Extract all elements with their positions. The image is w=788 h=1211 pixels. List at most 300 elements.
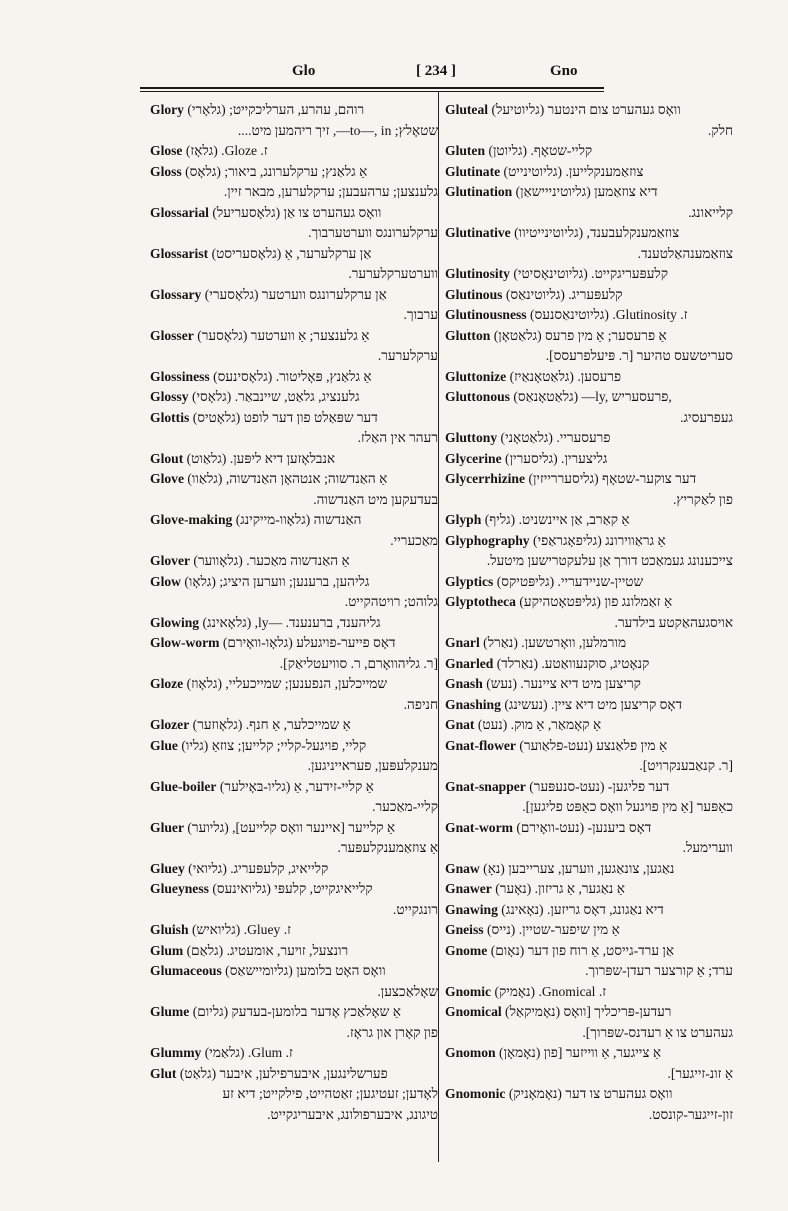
dictionary-entry	[150, 736, 440, 757]
definition-continuation: קליי-מאַכער.	[372, 799, 438, 814]
definition-continuation: [ר. גליהוואָרם, ר. סוויעטליאַק].	[279, 655, 438, 671]
headword: Gnat	[445, 717, 475, 732]
definition: דיא צוזאַמען	[594, 184, 658, 199]
dictionary-entry	[150, 387, 440, 408]
dictionary-entry	[445, 777, 735, 798]
dictionary-entry	[445, 920, 735, 941]
dictionary-entry	[445, 162, 735, 183]
definition-continuation: זון-זייגער-קונסט.	[648, 1106, 733, 1122]
definition: קלעפּעריג.	[568, 286, 623, 302]
definition: —ly, פרעסעריש,	[581, 389, 672, 404]
definition: ז. Gluey.	[243, 922, 291, 937]
headword: Gluteal	[445, 102, 489, 117]
definition: ז. Glum.	[247, 1045, 293, 1060]
definition-continuation: רעהר אין האַלז.	[357, 430, 438, 445]
dictionary-entry	[150, 244, 440, 265]
pronunciation: (גליואיש)	[191, 922, 241, 937]
dictionary-entry	[150, 572, 440, 593]
dictionary-entry	[445, 285, 735, 306]
headword: Gnomonic	[445, 1086, 506, 1101]
definition: דער פליגען-	[607, 778, 670, 794]
definition: אַן ערד-גייסט, אַ רוח פון דער	[527, 942, 675, 958]
pronunciation: (גליוטינייישאַן)	[515, 184, 591, 199]
definition: אַ שאָלאַכץ אָדער בלומען-בעדעק	[231, 1004, 401, 1019]
pronunciation: (גלאָסינעס)	[213, 368, 273, 384]
pronunciation: (גליום)	[192, 1004, 229, 1019]
dictionary-entry	[150, 633, 440, 654]
dictionary-entry	[150, 203, 440, 224]
headword: Glover	[150, 553, 191, 568]
dictionary-entry	[445, 264, 735, 285]
headword: Gloze	[150, 676, 184, 691]
definition: גלענציג, גלאַט, שיינבאַר.	[234, 389, 360, 404]
left-guide-word: Glo	[292, 63, 316, 79]
headword: Glossy	[150, 389, 189, 404]
dictionary-entry	[445, 695, 735, 716]
headword: Gluey	[150, 860, 185, 876]
definition-continuation: שטאָלץ; to—, in—, זיך ריהמען מיט....	[237, 122, 438, 138]
pronunciation: (נעש)	[486, 676, 517, 691]
definition: נאַגען, צונאַגען, ווערען, צערייבען	[508, 860, 675, 876]
headword: Gluttony	[445, 430, 498, 445]
definition: דער צוקער-שטאָף	[602, 471, 697, 486]
pronunciation: (נעט-פלאַוער)	[519, 737, 593, 753]
dictionary-entry	[445, 428, 735, 449]
pronunciation: (נעשינג)	[504, 696, 548, 712]
definition: קליי, פויגעל-קליי; קלייען; צוזאַ	[211, 737, 367, 753]
pronunciation: (נאָ)	[483, 860, 505, 876]
definition-continuation: גלענצען; ערהעבען; ערקלערען, מבאר זיין.	[223, 184, 438, 199]
headword: Gluttonize	[445, 368, 507, 384]
dictionary-entry	[150, 510, 440, 531]
pronunciation: (גליפּטאָטהיקע)	[519, 594, 601, 609]
pronunciation: (גלאָו)	[184, 573, 216, 589]
headword: Gluish	[150, 922, 189, 937]
dictionary-entry	[445, 531, 735, 552]
dictionary-entry	[150, 408, 440, 429]
pronunciation: (גליוטינייטיוו)	[514, 225, 584, 240]
headword: Glycerine	[445, 450, 502, 466]
dictionary-entry	[150, 326, 440, 347]
definition-continuation: אַ זונ-זייגער].	[667, 1065, 733, 1081]
headword: Glossiness	[150, 368, 210, 384]
headword: Gnome	[445, 942, 488, 958]
headword: Glowing	[150, 614, 200, 630]
headword: Glummy	[150, 1045, 202, 1060]
dictionary-entry	[150, 674, 440, 695]
dictionary-entry	[150, 141, 440, 162]
pronunciation: (נאָמאָניק)	[508, 1086, 562, 1101]
dictionary-entry	[150, 920, 440, 941]
pronunciation: (נאָום)	[490, 942, 525, 958]
headword: Gnat-flower	[445, 737, 516, 753]
definition: אַ קלייער [איינער וואָס קלייעט],	[232, 819, 396, 835]
definition-continuation: ווערטערקלערער.	[348, 266, 438, 281]
headword: Glout	[150, 450, 184, 466]
definition: קריצען מיט דיא ציינער.	[520, 676, 641, 691]
dictionary-entry	[150, 100, 440, 121]
definition: וואָס געהערט צו אַן	[283, 204, 382, 220]
pronunciation: (נאָמיקאַל)	[505, 1004, 561, 1019]
definition-continuation: ערקלערער.	[377, 348, 438, 363]
pronunciation: (גליואי)	[188, 860, 227, 876]
definition: גליצערין.	[561, 450, 608, 466]
definition: אַ קאָמאַר, אַ מוק.	[510, 717, 602, 732]
headword: Glove-making	[150, 512, 233, 527]
pronunciation: (גלאַט)	[179, 1065, 217, 1081]
pronunciation: (גלאָסעריסט)	[211, 245, 282, 261]
pronunciation: (גלאַטאָנאַיז)	[509, 368, 574, 384]
dictionary-entry	[445, 736, 735, 757]
headword: Gnaw	[445, 860, 480, 876]
page-header	[140, 63, 602, 85]
dictionary-entry	[445, 674, 735, 695]
definition-continuation: פון לאַקריץ.	[673, 491, 733, 507]
pronunciation: (גלאַטאָנאַס)	[513, 389, 579, 404]
definition: רונצעל, זויער, אומעטיג.	[226, 942, 349, 958]
pronunciation: (גלאָאינג)	[202, 614, 252, 630]
dictionary-entry	[150, 818, 440, 839]
definition-continuation: שאָלאַכצען.	[377, 983, 438, 999]
pronunciation: (גליוטינאַס)	[505, 286, 565, 302]
dictionary-entry	[445, 879, 735, 900]
dictionary-entry	[445, 326, 735, 347]
dictionary-entry	[445, 510, 735, 531]
pronunciation: (גליומיישאַס)	[225, 963, 293, 978]
dictionary-entry	[445, 387, 735, 408]
pronunciation: (גלאַטאָן)	[493, 327, 542, 343]
definition: צוזאַמענקלעבענד,	[586, 225, 680, 240]
definition: דער שפּאַלט פון דער לופט	[243, 409, 378, 425]
pronunciation: (גליוטינאַסנעס)	[530, 307, 609, 322]
dictionary-entry	[445, 141, 735, 162]
pronunciation: (נעט)	[477, 717, 508, 732]
headword: Glue	[150, 737, 178, 753]
definition: אַן ערקלערונגס ווערטער	[261, 286, 387, 302]
definition: שטיין-שניידעריי.	[557, 573, 644, 589]
definition: ז. Glutinosity.	[612, 307, 688, 322]
definition: ז. Gloze.	[221, 143, 268, 158]
definition: גליהען, ברענען; ווערען היציג;	[219, 573, 370, 589]
definition: אַ מין פלאַנצע	[596, 737, 668, 753]
dictionary-entry	[445, 100, 735, 121]
definition: דאָס קריצען מיט דיא ציין.	[551, 696, 683, 712]
dictionary-entry	[150, 613, 440, 634]
dictionary-entry	[150, 879, 440, 900]
definition-continuation: ערד; אַ קורצער רעדן-שפּרוך.	[585, 963, 733, 978]
definition: פרעסעריי.	[556, 430, 611, 445]
pronunciation: (גלאָטיס)	[192, 409, 241, 425]
headword: Glyptics	[445, 573, 494, 589]
dictionary-entry	[150, 367, 440, 388]
pronunciation: (נעט-סנעפּער)	[529, 778, 605, 794]
headword: Glory	[150, 102, 184, 117]
definition: דיא נאַגונג, דאָס גריזען.	[546, 901, 664, 917]
dictionary-entry	[150, 162, 440, 183]
pronunciation: (נאָער)	[495, 881, 532, 896]
definition-continuation: בעדעקען מיט האַנדשוה.	[313, 491, 438, 507]
dictionary-entry	[445, 654, 735, 675]
definition: אַן ערקלערער, אַ	[284, 245, 372, 261]
pronunciation: (גליו-בּאָילער)	[219, 778, 291, 794]
dictionary-entry	[150, 777, 440, 798]
pronunciation: (גליוטינייט)	[503, 163, 563, 179]
pronunciation: (גלאָוזער)	[192, 717, 243, 732]
dictionary-entry	[445, 182, 735, 203]
definition: פערשלינגען, איבערפילען, איבער	[219, 1065, 388, 1081]
definition: אַ האַנדשוה מאַכער.	[246, 553, 350, 568]
definition-continuation: ערקלערונגס ווערטערבוך.	[308, 225, 438, 240]
pronunciation: (גליוטן)	[488, 143, 528, 158]
pronunciation: (גליוטינאָסיטי)	[513, 266, 588, 281]
headword: Glottis	[150, 409, 190, 425]
definition: אַ מין שיפער-שטיין.	[518, 922, 620, 937]
pronunciation: (גליף)	[484, 512, 516, 527]
dictionary-entry	[445, 1084, 735, 1105]
headword: Gnashing	[445, 696, 501, 712]
pronunciation: (גלאָוו-מייקינג)	[235, 512, 311, 527]
dictionary-entry	[445, 859, 735, 880]
definition: ז. Gnomical.	[538, 983, 607, 999]
definition: אַ פרעסער; אַ מין פרעס	[545, 327, 667, 343]
dictionary-entry	[445, 818, 735, 839]
pronunciation: (גלאָרי)	[187, 102, 226, 117]
headword: Glume	[150, 1004, 190, 1019]
definition: פרעסען.	[577, 368, 622, 384]
dictionary-entry	[150, 715, 440, 736]
headword: Glosser	[150, 327, 194, 343]
dictionary-entry	[445, 305, 735, 326]
definition: אַ זאַמלונג פון	[604, 594, 673, 609]
pronunciation: (גליסעררייזין)	[528, 471, 599, 486]
pronunciation: (גלאָו-וואָירם)	[222, 635, 293, 650]
headword: Glutinative	[445, 225, 511, 240]
dictionary-entry	[445, 982, 735, 1003]
pronunciation: (גלאָסעריעל)	[212, 204, 281, 220]
definition-continuation: אַ צוזאַמענקלעפּער.	[337, 840, 438, 855]
pronunciation: (גליוער)	[187, 819, 229, 835]
pronunciation: (גליוטיעל)	[491, 102, 545, 117]
right-guide-word: Gno	[550, 63, 578, 79]
definition-continuation: [ר. קנאַבענקרויט].	[639, 758, 733, 773]
definition-continuation: קלייאונג.	[688, 204, 733, 220]
definition: אַ גלאַנץ; ערקלערונג, ביאור; (גלאָס)	[185, 163, 368, 179]
headword: Glow	[150, 573, 181, 589]
page-number: [ 234 ]	[416, 63, 456, 79]
definition-continuation: געהערט צו אַ רעדנס-שפּרוך].	[582, 1024, 733, 1040]
pronunciation: (גליפאָגראַפי)	[533, 532, 602, 548]
header-rule-thin	[140, 91, 604, 92]
pronunciation: (גליפּטיקס)	[496, 573, 555, 589]
definition: וואָס געהערט צום הינטער	[547, 102, 681, 117]
headword: Glutinousness	[445, 307, 527, 322]
dictionary-entry	[150, 469, 440, 490]
dictionary-entry	[150, 551, 440, 572]
headword: Gnomon	[445, 1045, 496, 1060]
definition: אַ צייגער, אַ ווייזער [פון	[543, 1045, 662, 1060]
pronunciation: (נאָמיק)	[494, 983, 536, 999]
definition-continuation: רונגקייט.	[392, 901, 438, 917]
definition: רוהם, עהרע, הערליכקייט;	[229, 102, 365, 117]
headword: Glyph	[445, 512, 482, 527]
headword: Gnomic	[445, 983, 492, 999]
headword: Glossarial	[150, 204, 209, 220]
definition-continuation: כאַפּער [אַ מין פויגעל וואָס כאַפּט פליגען].	[522, 799, 733, 814]
dictionary-entry	[445, 633, 735, 654]
headword: Glutination	[445, 184, 513, 199]
definition: אַ גלענצער; אַ ווערטער	[250, 327, 370, 343]
headword: Gnat-snapper	[445, 778, 526, 794]
dictionary-entry	[150, 859, 440, 880]
dictionary-entry	[150, 961, 440, 982]
headword: Gnawer	[445, 881, 492, 896]
definition: אַ האַנדשוה; אנטהאָן האַנדשוה,	[225, 471, 388, 486]
headword: Gluer	[150, 819, 184, 835]
definition: מורמלען, וואָרטשען.	[521, 635, 627, 650]
headword: Glumaceous	[150, 963, 222, 978]
dictionary-entry	[445, 572, 735, 593]
definition-continuation: געפרעסיג.	[680, 409, 733, 425]
definition: קלייאיגקייט, קלעפּי	[274, 881, 373, 896]
header-rule	[140, 87, 604, 89]
dictionary-entry	[445, 1043, 735, 1064]
definition: אַ גלאַנץ, פּאָליטור.	[275, 368, 372, 384]
definition: רעדען-פּריכליך [וואָס	[563, 1004, 672, 1019]
dictionary-entry	[445, 941, 735, 962]
definition-continuation: אויסגעהאַקטע בילדער.	[614, 614, 733, 630]
pronunciation: (נייס)	[486, 922, 516, 937]
definition-continuation: גלוהט; רויטהקייט.	[344, 594, 438, 609]
dictionary-entry	[445, 223, 735, 244]
definition: וואָס געהערט צו דער	[565, 1086, 673, 1101]
pronunciation: (גלאָוז)	[186, 676, 222, 691]
headword: Gnarl	[445, 635, 480, 650]
right-column	[445, 100, 735, 1125]
dictionary-entry	[445, 592, 735, 613]
definition-continuation: פון קאָרן און גראָז.	[346, 1024, 438, 1040]
headword: Gnat-worm	[445, 819, 513, 835]
headword: Gnash	[445, 676, 483, 691]
headword: Gluttonous	[445, 389, 510, 404]
definition: אַ שמייכלער, אַ חנף.	[245, 717, 351, 732]
definition-continuation: לאָדען; זעטיגען; זאַטהייט, פילקייט; דיא זע	[222, 1086, 438, 1101]
definition: אַ גראַווירונג	[605, 532, 666, 548]
pronunciation: (נאַרלד)	[496, 655, 538, 671]
pronunciation: (גלאַם)	[186, 942, 224, 958]
pronunciation: (גלאָווער)	[193, 553, 243, 568]
pronunciation: (גלאָסער)	[197, 327, 248, 343]
definition: אנבלאָזען דיא ליפּען.	[229, 450, 336, 466]
pronunciation: (נאָמאָן)	[499, 1045, 541, 1060]
definition: אַ נאַגער, אַ גריזון.	[534, 881, 625, 896]
dictionary-entry	[445, 715, 735, 736]
definition-continuation: ווערימעל.	[682, 840, 733, 855]
definition: צוזאַמענקלייען.	[565, 163, 644, 179]
dictionary-entry	[150, 941, 440, 962]
headword: Glutinosity	[445, 266, 510, 281]
headword: Glose	[150, 143, 183, 158]
pronunciation: (גליסערין)	[505, 450, 558, 466]
definition: דאָס ביענען-	[587, 819, 652, 835]
pronunciation: (נעט-וואָירם)	[516, 819, 585, 835]
pronunciation: (גלאָסערי)	[204, 286, 259, 302]
definition-continuation: צייכענונג געמאַכט דורך אַן עלעקטרישען מיטעל.	[486, 553, 733, 568]
dictionary-entry	[445, 1002, 735, 1023]
headword: Glycerrhizine	[445, 471, 526, 486]
definition-continuation: מענקלעפּען, פעראייניגען.	[307, 758, 438, 773]
definition: האַנדשוה	[313, 512, 362, 527]
headword: Gneiss	[445, 922, 484, 937]
dictionary-entry	[445, 449, 735, 470]
definition: דאָס פייער-פויגעלע	[296, 635, 396, 650]
definition-continuation: צוזאַמענהאַלטענד.	[637, 245, 733, 261]
headword: Gnomical	[445, 1004, 502, 1019]
pronunciation: (גלאַמי)	[204, 1045, 245, 1060]
pronunciation: (נאַרל)	[483, 635, 518, 650]
headword: Glut	[150, 1065, 177, 1081]
dictionary-entry	[445, 469, 735, 490]
dictionary-entry	[150, 449, 440, 470]
headword: Glutinous	[445, 286, 503, 302]
definition: קלייאיג, קלעפּעריג.	[230, 860, 329, 876]
headword: Gnawing	[445, 901, 498, 917]
pronunciation: (גלאָז)	[185, 143, 218, 158]
definition: אַ קליי-זידער, אַ	[293, 778, 374, 794]
pronunciation: (גליואינעס)	[212, 881, 271, 896]
headword: Gluten	[445, 143, 486, 158]
definition-continuation: חניפה.	[403, 696, 438, 712]
headword: Glum	[150, 942, 184, 958]
dictionary-entry	[150, 285, 440, 306]
headword: Glow-worm	[150, 635, 220, 650]
left-column	[150, 100, 440, 1125]
definition: שמייכלען, הנפענען; שמייכעליי,	[225, 676, 387, 691]
dictionary-entry	[150, 1043, 440, 1064]
definition: קנאָטיג, סוקנעוואַטע.	[541, 655, 650, 671]
headword: Glutton	[445, 327, 491, 343]
headword: Glue-boiler	[150, 778, 217, 794]
definition: אַ קאַרב, אַן איינשניט.	[518, 512, 630, 527]
pronunciation: (גליו)	[181, 737, 209, 753]
dictionary-entry	[150, 1064, 440, 1085]
definition-continuation: מאַכעריי.	[390, 532, 438, 548]
dictionary-entry	[445, 900, 735, 921]
definition-continuation: טיגונג, איבערפולונג, איבעריגקייט.	[267, 1106, 438, 1122]
pronunciation: (גלאַוט)	[186, 450, 227, 466]
definition-continuation: סעריטשעס טהיער [ר. פּיעלפרעסס].	[545, 348, 733, 363]
dictionary-entry	[445, 367, 735, 388]
headword: Glossary	[150, 286, 202, 302]
pronunciation: (גלאַוו)	[187, 471, 223, 486]
definition: קליי-שטאָף.	[530, 143, 593, 158]
headword: Gloss	[150, 163, 182, 179]
headword: Glossarist	[150, 245, 209, 261]
headword: Glyphography	[445, 532, 530, 548]
headword: Glove	[150, 471, 184, 486]
definition-continuation: ערבוך.	[403, 307, 438, 322]
definition: גליהענד, ברענענד. —ly,	[254, 614, 381, 630]
pronunciation: (נאָאינג)	[501, 901, 544, 917]
pronunciation: (גלאָסי)	[191, 389, 232, 404]
headword: Glozer	[150, 717, 190, 732]
definition: קלעפּעריגקייט.	[591, 266, 669, 281]
headword: Gnarled	[445, 655, 494, 671]
pronunciation: (גלאַטאָני)	[500, 430, 553, 445]
headword: Glyptotheca	[445, 594, 516, 609]
definition-continuation: חלק.	[707, 122, 733, 138]
headword: Glueyness	[150, 881, 209, 896]
headword: Glutinate	[445, 163, 501, 179]
